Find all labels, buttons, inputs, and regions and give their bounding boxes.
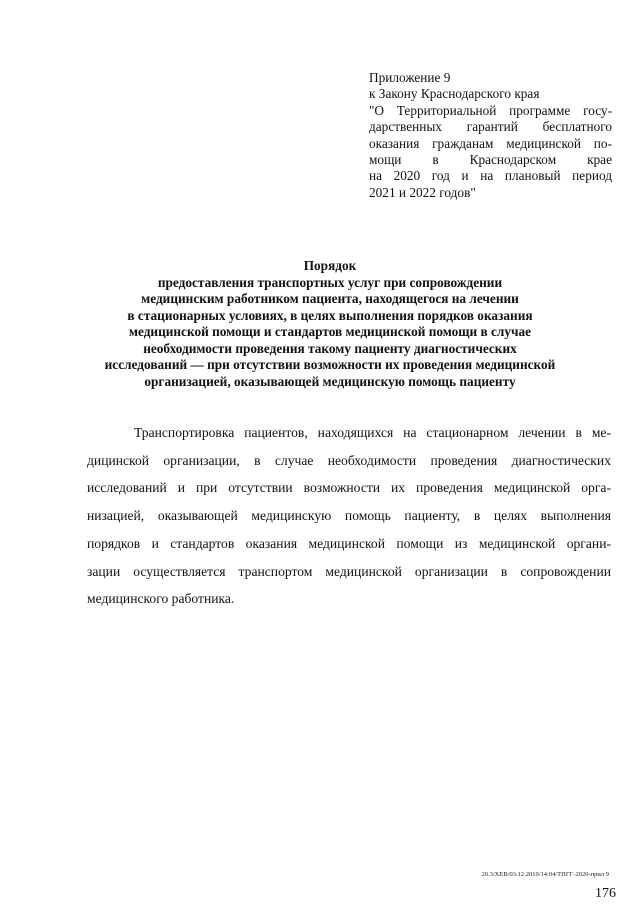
appendix-line: 2021 и 2022 годов" — [369, 184, 476, 200]
page-number: 176 — [595, 886, 616, 901]
title-line: необходимости проведения такому пациенту диагностических — [143, 340, 517, 356]
title-line: медицинским работником пациента, находящегося на лечении — [141, 291, 519, 306]
body-paragraph — [87, 419, 611, 613]
appendix-line: к Закону Краснодарского края — [369, 86, 540, 102]
title-line: медицинской помощи и стандартов медицинской помощи в случае — [128, 324, 532, 339]
body-line: дицинской организации, в случае необходимости проведения диагностических — [87, 452, 611, 468]
appendix-reference — [369, 70, 612, 201]
body-line: низацией, оказывающей медицинскую помощь пациенту, в целях выполнения — [87, 508, 611, 524]
body-line: исследований и при отсутствии возможности их проведения медицинской орга- — [87, 480, 611, 496]
appendix-line: оказания гражданам медицинской по- — [369, 135, 612, 151]
title-heading: Порядок — [303, 258, 357, 273]
title-line: предоставления транспортных услуг при сопровождении — [157, 274, 503, 290]
appendix-line: Приложение 9 — [369, 70, 451, 85]
body-line: медицинского работника. — [87, 591, 235, 607]
appendix-line: на 2020 год и на плановый период — [369, 168, 612, 184]
appendix-line: дарственных гарантий бесплатного — [369, 119, 612, 135]
body-line: Транспортировка пациентов, находящихся на стационарном лечении в ме- — [134, 425, 611, 440]
document-footer-code: 20.3/ХЕВ/03.12.2019/14:04/ТПГГ-2020-прил 9 — [481, 871, 609, 878]
body-line: порядков и стандартов оказания медицинской помощи из медицинской органи- — [87, 535, 611, 551]
appendix-line: "О Территориальной программе госу- — [369, 102, 612, 118]
title-line: в стационарных условиях, в целях выполнения порядков оказания — [127, 307, 533, 323]
title-line: исследований — при отсутствии возможности их проведения медицинской — [104, 357, 556, 372]
body-line: зации осуществляется транспортом медицинской организации в сопровождении — [87, 563, 611, 579]
appendix-line: мощи в Краснодарском крае — [369, 152, 612, 168]
title-line: организацией, оказывающей медицинскую помощь пациенту — [144, 373, 516, 389]
document-title — [60, 258, 600, 390]
